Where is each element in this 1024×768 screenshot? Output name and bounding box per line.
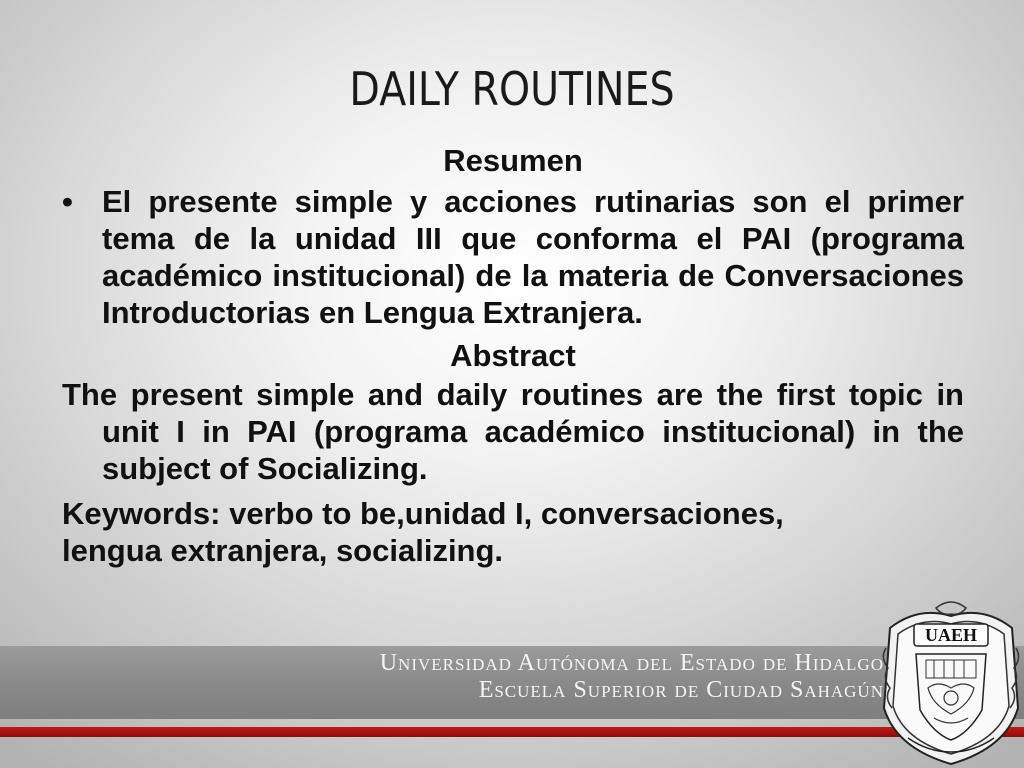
university-name: Universidad Autónoma del Estado de Hidalgo	[379, 650, 884, 676]
resumen-heading: Resumen	[443, 143, 583, 178]
resumen-paragraph	[62, 183, 964, 331]
school-name: Escuela Superior de Ciudad Sahagún	[478, 677, 884, 703]
abstract-heading: Abstract	[450, 338, 576, 373]
resumen-text: El presente simple y acciones rutinarias son el primer tema de la unidad III que conforma el PAI (programa académico institucional) de la materia de Conversaciones Introductorias en Lengua Extranjera.	[102, 184, 964, 330]
slide-title: DAILY ROUTINES	[349, 62, 675, 116]
keywords-line-1: Keywords: verbo to be,unidad I, conversaciones,	[62, 496, 784, 531]
seal-lettering: UAEH	[924, 625, 978, 645]
slide-content	[62, 142, 964, 569]
bullet-marker: •	[62, 184, 73, 219]
abstract-text: The present simple and daily routines are the first topic in unit I in PAI (programa académico institucional) in the subject of Socializing.	[62, 377, 964, 486]
uaeh-seal-logo	[878, 598, 1024, 768]
footer-red-line	[0, 727, 1024, 737]
keywords-line-2: lengua extranjera, socializing.	[62, 533, 504, 568]
